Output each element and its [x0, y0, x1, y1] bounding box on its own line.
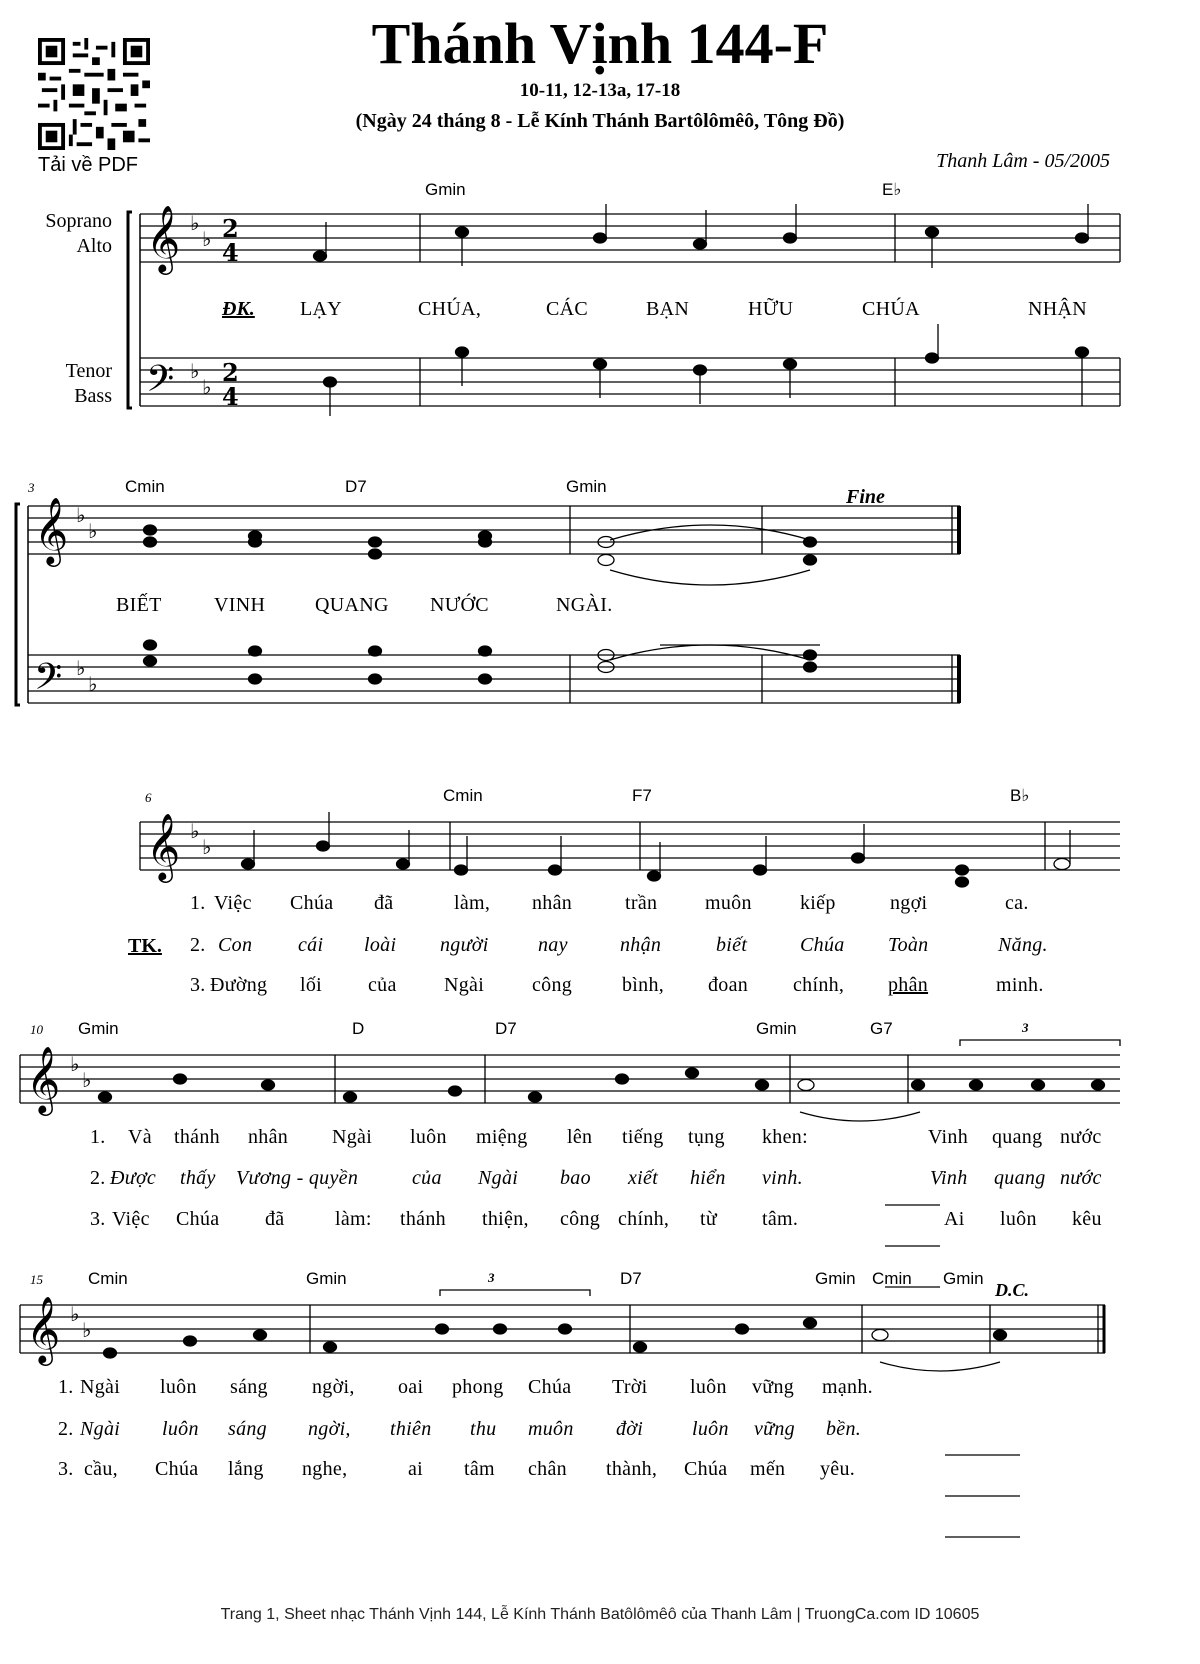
lyric-word: lên [567, 1126, 593, 1148]
lyric-word: chính, [618, 1208, 670, 1230]
lyric-word: 3. [90, 1208, 106, 1230]
chord-symbol: Gmin [566, 477, 607, 496]
svg-text:𝄞: 𝄞 [26, 1295, 61, 1363]
svg-text:𝄞: 𝄞 [26, 1045, 61, 1113]
lyric-word: lối [300, 974, 323, 996]
lyric-word: LẠY [300, 298, 343, 320]
chord-symbol: G7 [870, 1019, 893, 1038]
lyric-word: bền. [826, 1418, 862, 1440]
lyric-word: luôn [410, 1126, 447, 1148]
verse-marker: TK. [128, 935, 162, 957]
lyric-word: phân [888, 974, 929, 996]
lyric-word: Việc [112, 1208, 150, 1230]
lyric-word: miệng [476, 1126, 528, 1148]
lyric-word: 2. [190, 934, 206, 956]
lyric-word: 1. [58, 1376, 74, 1398]
download-pdf-label[interactable]: Tải về PDF [38, 154, 139, 176]
lyric-word: 3. [190, 974, 206, 996]
lyric-word: 2. [90, 1167, 106, 1189]
lyric-word: Ngài [80, 1376, 121, 1398]
lyric-word: vinh. [762, 1167, 803, 1189]
svg-text:♭: ♭ [190, 211, 200, 235]
chord-symbol: E♭ [882, 180, 902, 199]
lyric-word: nước [1060, 1126, 1102, 1148]
svg-text:♭: ♭ [76, 503, 86, 527]
part-label-tenor: Tenor [65, 360, 112, 382]
lyric-word: Ngài [444, 974, 485, 996]
lyric-word: ca. [1005, 892, 1029, 914]
lyric-word: luôn [1000, 1208, 1037, 1230]
lyric-word: Và [128, 1126, 152, 1148]
page-footer: Trang 1, Sheet nhạc Thánh Vịnh 144, Lễ Kính Thánh Batôlômêô của Thanh Lâm | TruongCa.com ID 10605 [220, 1606, 980, 1623]
chord-symbol: Gmin [943, 1269, 984, 1288]
chord-symbol: Gmin [306, 1269, 347, 1288]
lyric-word: luôn [692, 1418, 729, 1440]
chord-symbol: Gmin [425, 180, 466, 199]
lyric-word: Toàn [888, 934, 929, 956]
lyric-word: tụng [688, 1126, 725, 1148]
lyric-word: BẠN [646, 298, 690, 320]
lyric-word: đoan [708, 974, 749, 996]
lyric-word: QUANG [315, 594, 389, 616]
lyric-word: Chúa [176, 1208, 220, 1230]
lyric-word: luôn [690, 1376, 727, 1398]
lyric-word: Chúa [290, 892, 334, 914]
lyric-word: Ngài [478, 1167, 519, 1189]
lyric-word: Trời [612, 1376, 648, 1398]
lyric-word: Ai [944, 1208, 965, 1230]
lyric-word: nay [538, 934, 568, 956]
svg-text:♭: ♭ [70, 1052, 80, 1076]
measure-number: 3 [28, 480, 35, 495]
chord-symbol: D7 [495, 1019, 517, 1038]
triplet-number: 3 [1022, 1020, 1029, 1035]
triplet-number: 3 [488, 1270, 495, 1285]
lyric-word: sáng [230, 1376, 268, 1398]
chord-symbol: D7 [345, 477, 367, 496]
lyric-word: Chúa [800, 934, 845, 956]
svg-text:2: 2 [222, 214, 239, 243]
lyric-word: loài [364, 934, 397, 956]
lyric-word: CHÚA [862, 298, 920, 320]
lyric-word: Ngài [80, 1418, 121, 1440]
lyric-word: ngời, [312, 1376, 355, 1398]
lyric-word: thấy [180, 1167, 216, 1189]
lyric-word: chính, [793, 974, 845, 996]
lyric-word: NHẬN [1028, 298, 1087, 320]
svg-text:𝄢: 𝄢 [34, 656, 63, 707]
chord-symbol: Gmin [78, 1019, 119, 1038]
system2-treble-staff [28, 506, 960, 554]
svg-text:♭: ♭ [202, 375, 212, 399]
chord-symbol: Gmin [815, 1269, 856, 1288]
chord-symbol: F7 [632, 786, 652, 805]
lyric-word: thiên [390, 1418, 432, 1440]
lyric-word: từ [700, 1208, 717, 1230]
svg-text:♭: ♭ [70, 1302, 80, 1326]
lyric-word: cái [298, 934, 324, 956]
fine-marking: Fine [846, 486, 885, 508]
svg-text:2: 2 [222, 358, 239, 387]
measure-number: 15 [30, 1272, 43, 1287]
svg-text:4: 4 [222, 382, 239, 411]
lyric-word: tâm [464, 1458, 495, 1480]
lyric-word: đã [374, 892, 394, 914]
lyric-word: làm, [454, 892, 491, 914]
lyric-word: quang [992, 1126, 1043, 1148]
lyric-word: muôn [528, 1418, 574, 1440]
svg-text:♭: ♭ [190, 359, 200, 383]
chord-symbol: D [352, 1019, 365, 1038]
lyric-word: nghe, [302, 1458, 348, 1480]
lyric-word: yêu. [820, 1458, 856, 1480]
svg-text:𝄞: 𝄞 [34, 496, 69, 564]
lyric-word: bình, [622, 974, 665, 996]
refrain-marker: ĐK. [222, 298, 255, 320]
lyric-word: kiếp [800, 892, 836, 914]
lyric-word: Đường [210, 974, 268, 996]
lyric-word: chân [528, 1458, 567, 1480]
lyric-word: bao [560, 1167, 591, 1189]
lyric-word: Vương - quyền [236, 1167, 359, 1189]
chord-symbol: Cmin [872, 1269, 912, 1288]
part-label-bass: Bass [74, 385, 112, 407]
lyric-word: nhận [620, 934, 662, 956]
lyric-word: 3. [58, 1458, 74, 1480]
dc-marking: D.C. [995, 1280, 1030, 1300]
lyric-word: Chúa [155, 1458, 199, 1480]
lyric-word: nhân [532, 892, 573, 914]
lyric-word: vững [752, 1376, 795, 1398]
lyric-word: Vinh [928, 1126, 968, 1148]
lyric-word: ngợi [890, 892, 928, 914]
svg-text:4: 4 [222, 238, 239, 267]
lyric-word: của [412, 1167, 442, 1189]
lyric-word: CÁC [546, 298, 589, 320]
svg-text:♭: ♭ [202, 835, 212, 859]
chord-symbol: B♭ [1010, 786, 1030, 805]
lyric-word: vững [754, 1418, 795, 1440]
system2-bass-staff [28, 655, 960, 703]
lyric-word: 1. [190, 892, 206, 914]
svg-text:♭: ♭ [82, 1068, 92, 1092]
svg-text:♭: ♭ [88, 519, 98, 543]
lyric-word: muôn [705, 892, 752, 914]
lyric-word: thánh [400, 1208, 446, 1230]
verses-reference: 10-11, 12-13a, 17-18 [519, 80, 681, 101]
svg-text:♭: ♭ [202, 227, 212, 251]
lyric-word: kêu [1072, 1208, 1102, 1230]
lyric-word: Vinh [930, 1167, 968, 1189]
lyric-word: Việc [214, 892, 252, 914]
lyric-word: BIẾT [116, 594, 162, 616]
measure-number: 10 [30, 1022, 43, 1037]
lyric-word: CHÚA, [418, 298, 482, 320]
part-label-soprano: Soprano [45, 210, 112, 232]
lyric-word: cầu, [84, 1458, 118, 1480]
lyric-word: ai [408, 1458, 424, 1480]
lyric-word: Con [218, 934, 253, 956]
lyric-word: HỮU [748, 298, 794, 320]
lyric-word: thành, [606, 1458, 658, 1480]
lyric-word: quang [994, 1167, 1046, 1189]
system1-bass-staff [140, 358, 1120, 406]
svg-text:♭: ♭ [190, 819, 200, 843]
lyric-word: mạnh. [822, 1376, 873, 1398]
lyric-word: Được [110, 1167, 157, 1189]
measure-number: 6 [145, 790, 152, 805]
lyric-word: đã [265, 1208, 285, 1230]
system1-treble-staff [140, 214, 1120, 262]
lyric-word: người [440, 934, 489, 956]
lyric-word: minh. [996, 974, 1044, 996]
chord-symbol: Cmin [125, 477, 165, 496]
lyric-word: mến [750, 1458, 786, 1480]
lyric-word: công [532, 974, 573, 996]
svg-text:𝄢: 𝄢 [146, 358, 175, 409]
chord-symbol: D7 [620, 1269, 642, 1288]
lyric-word: của [368, 974, 397, 996]
chord-symbol: Gmin [756, 1019, 797, 1038]
lyric-word: Ngài [332, 1126, 373, 1148]
lyric-word: Chúa [528, 1376, 572, 1398]
lyric-word: khen: [762, 1126, 808, 1148]
svg-text:𝄞: 𝄞 [146, 204, 181, 272]
lyric-word: nhân [248, 1126, 289, 1148]
lyric-word: biết [716, 934, 748, 956]
lyric-word: hiển [690, 1167, 726, 1189]
lyric-word: thu [470, 1418, 497, 1440]
occasion-subtitle: (Ngày 24 tháng 8 - Lễ Kính Thánh Bartôlômêô, Tông Đồ) [355, 110, 845, 132]
part-label-alto: Alto [76, 235, 112, 257]
lyric-word: xiết [628, 1167, 659, 1189]
system3-staff [140, 822, 1120, 870]
lyric-word: NƯỚC [430, 594, 489, 616]
lyric-word: thánh [174, 1126, 220, 1148]
lyric-word: sáng [228, 1418, 267, 1440]
chord-symbol: Cmin [443, 786, 483, 805]
lyric-word: NGÀI. [556, 594, 613, 616]
lyric-word: tiếng [622, 1126, 664, 1148]
composer-credit: Thanh Lâm - 05/2005 [936, 150, 1110, 172]
lyric-word: 2. [58, 1418, 74, 1440]
lyric-word: ngời, [308, 1418, 351, 1440]
lyric-word: oai [398, 1376, 424, 1398]
lyric-word: thiện, [482, 1208, 529, 1230]
chord-symbol: Cmin [88, 1269, 128, 1288]
svg-text:♭: ♭ [82, 1318, 92, 1342]
lyric-word: công [560, 1208, 601, 1230]
lyric-word: đời [616, 1418, 644, 1440]
lyric-word: lắng [228, 1458, 264, 1480]
page-title: Thánh Vịnh 144-F [371, 11, 829, 76]
lyric-word: làm: [335, 1208, 372, 1230]
lyric-word: nước [1060, 1167, 1102, 1189]
lyric-word: trần [625, 892, 658, 914]
lyric-word: Chúa [684, 1458, 728, 1480]
lyric-word: Năng. [998, 934, 1048, 956]
lyric-word: phong [452, 1376, 504, 1398]
svg-text:♭: ♭ [76, 656, 86, 680]
lyric-word: 1. [90, 1126, 106, 1148]
lyric-word: luôn [162, 1418, 199, 1440]
lyric-word: tâm. [762, 1208, 799, 1230]
svg-text:♭: ♭ [88, 672, 98, 696]
lyric-word: luôn [160, 1376, 197, 1398]
lyric-word: VINH [214, 594, 266, 616]
svg-text:𝄞: 𝄞 [146, 812, 181, 880]
